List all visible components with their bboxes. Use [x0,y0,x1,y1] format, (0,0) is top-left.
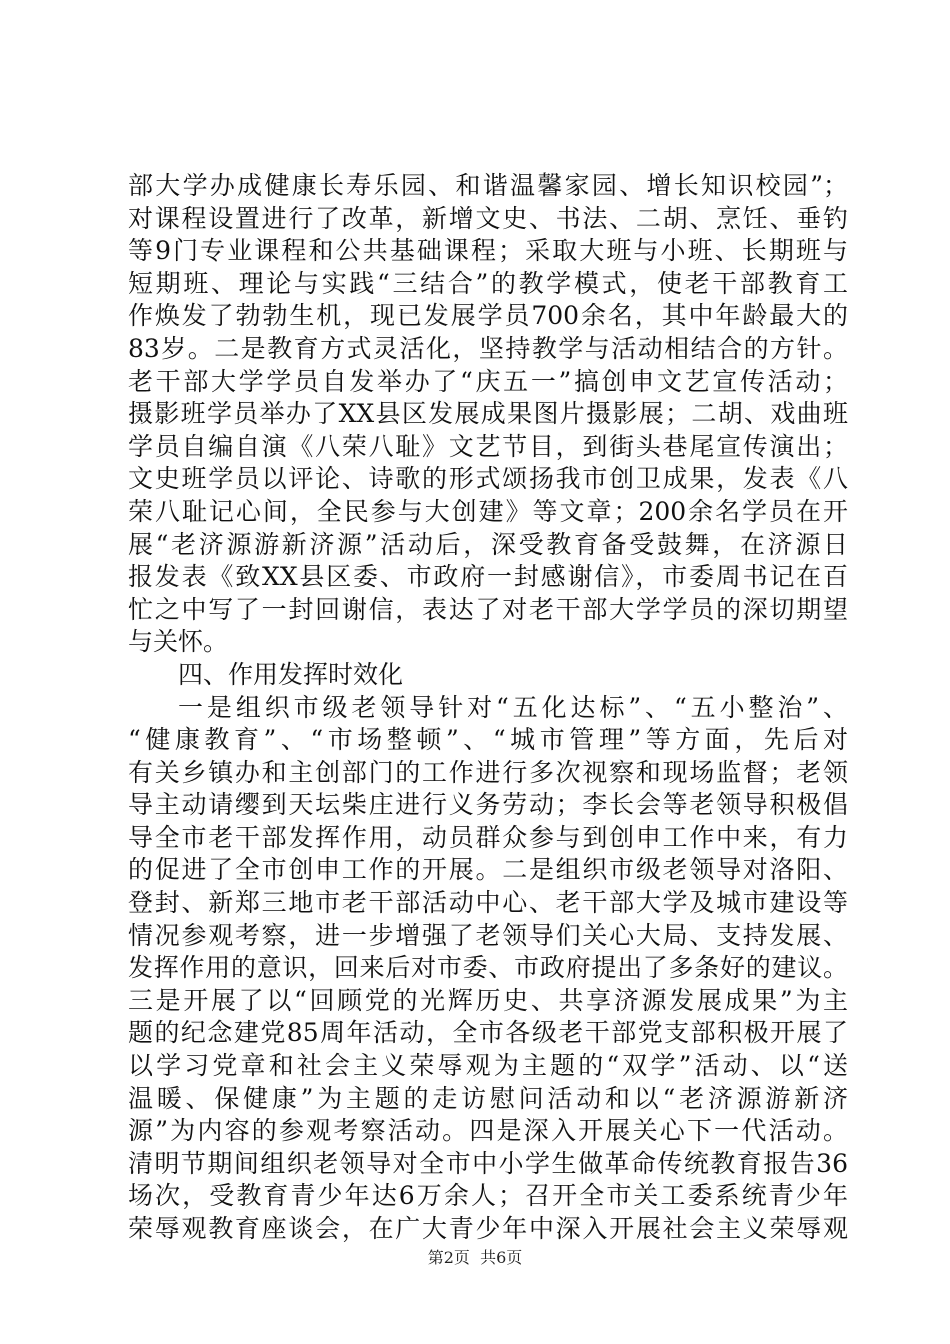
text-line: 三是开展了以“回顾党的光辉历史、共享济源发展成果”为主 [128,985,848,1015]
text-line: 情况参观考察，进一步增强了老领导们关心大局、支持发展、 [128,920,848,950]
body-text [128,170,848,1246]
text-line: 短期班、理论与实践“三结合”的教学模式，使老干部教育工 [128,268,848,298]
text-line: 作焕发了勃勃生机，现已发展学员700余名，其中年龄最大的 [128,301,848,331]
text-line: 温暖、保健康”为主题的走访慰问活动和以“老济源游新济 [128,1083,848,1113]
section-heading: 四、作用发挥时效化 [178,659,404,689]
text-line: 源”为内容的参观考察活动。四是深入开展关心下一代活动。 [128,1116,848,1146]
text-line: 有关乡镇办和主创部门的工作进行多次视察和现场监督；老领 [128,757,848,787]
text-line: 摄影班学员举办了XX县区发展成果图片摄影展；二胡、戏曲班 [128,399,848,429]
text-line: 登封、新郑三地市老干部活动中心、老干部大学及城市建设等 [128,888,848,918]
text-line: 清明节期间组织老领导对全市中小学生做革命传统教育报告36 [128,1148,848,1178]
text-line: “健康教育”、“市场整顿”、“城市管理”等方面，先后对 [128,725,848,755]
text-line: 荣辱观教育座谈会，在广大青少年中深入开展社会主义荣辱观 [128,1214,848,1243]
text-line: 学员自编自演《八荣八耻》文艺节目，到街头巷尾宣传演出； [128,431,848,461]
text-line: 老干部大学学员自发举办了“庆五一”搞创申文艺宣传活动； [128,366,848,396]
text-line: 以学习党章和社会主义荣辱观为主题的“双学”活动、以“送 [128,1051,848,1081]
text-line: 对课程设置进行了改革，新增文史、书法、二胡、烹饪、垂钓 [128,203,848,233]
text-line: 文史班学员以评论、诗歌的形式颂扬我市创卫成果，发表《八 [128,464,848,494]
text-line: 的促进了全市创申工作的开展。二是组织市级老领导对洛阳、 [128,855,848,885]
text-line: 一是组织市级老领导针对“五化达标”、“五小整治”、 [178,692,848,722]
text-line: 题的纪念建党85周年活动，全市各级老干部党支部积极开展了 [128,1018,848,1048]
text-line: 83岁。二是教育方式灵活化，坚持教学与活动相结合的方针。 [128,333,848,363]
text-line: 导主动请缨到天坛柴庄进行义务劳动；李长会等老领导积极倡 [128,790,848,820]
text-line: 报发表《致XX县区委、市政府一封感谢信》，市委周书记在百 [128,562,848,592]
text-line: 忙之中写了一封回谢信，表达了对老干部大学学员的深切期望 [128,594,848,624]
text-line: 展“老济源游新济源”活动后，深受教育备受鼓舞，在济源日 [128,529,848,559]
text-line: 与关怀。 [128,627,229,657]
page-number-footer: 第2页 共6页 [427,1248,523,1267]
text-line: 部大学办成健康长寿乐园、和谐温馨家园、增长知识校园”； [128,171,848,200]
text-line: 导全市老干部发挥作用，动员群众参与到创申工作中来，有力 [128,822,848,852]
text-line: 等9门专业课程和公共基础课程；采取大班与小班、长期班与 [128,236,848,266]
text-line: 发挥作用的意识，回来后对市委、市政府提出了多条好的建议。 [128,953,848,983]
text-line: 场次，受教育青少年达6万余人；召开全市关工委系统青少年 [128,1181,848,1211]
text-line: 荣八耻记心间，全民参与大创建》等文章；200余名学员在开 [128,496,848,526]
